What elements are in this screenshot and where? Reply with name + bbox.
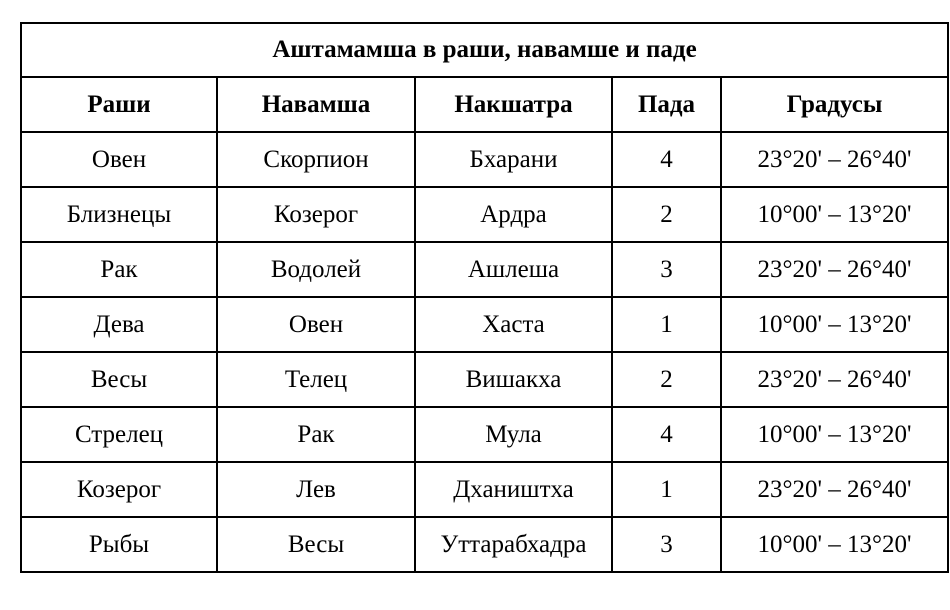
table-row	[21, 352, 948, 407]
cell-navamsha: Лев	[217, 462, 415, 517]
cell-degrees: 10°00' – 13°20'	[721, 187, 948, 242]
header-pada: Пада	[612, 77, 721, 132]
table-row	[21, 187, 948, 242]
cell-nakshatra: Ашлеша	[415, 242, 612, 297]
cell-nakshatra: Дхаништха	[415, 462, 612, 517]
table-title: Аштамамша в раши, навамше и паде	[21, 23, 948, 77]
cell-degrees: 10°00' – 13°20'	[721, 297, 948, 352]
cell-navamsha: Скорпион	[217, 132, 415, 187]
ashtamamsha-table	[20, 22, 949, 573]
cell-pada: 4	[612, 132, 721, 187]
header-rashi: Раши	[21, 77, 217, 132]
header-degrees: Градусы	[721, 77, 948, 132]
table-row	[21, 132, 948, 187]
cell-rashi: Козерог	[21, 462, 217, 517]
cell-navamsha: Овен	[217, 297, 415, 352]
cell-rashi: Рак	[21, 242, 217, 297]
cell-rashi: Овен	[21, 132, 217, 187]
cell-degrees: 10°00' – 13°20'	[721, 517, 948, 572]
table-row	[21, 407, 948, 462]
cell-pada: 3	[612, 517, 721, 572]
table-header-row	[21, 77, 948, 132]
cell-degrees: 23°20' – 26°40'	[721, 132, 948, 187]
cell-rashi: Рыбы	[21, 517, 217, 572]
cell-nakshatra: Мула	[415, 407, 612, 462]
cell-navamsha: Козерог	[217, 187, 415, 242]
cell-rashi: Дева	[21, 297, 217, 352]
cell-pada: 2	[612, 187, 721, 242]
cell-pada: 1	[612, 297, 721, 352]
header-nakshatra: Накшатра	[415, 77, 612, 132]
cell-degrees: 23°20' – 26°40'	[721, 462, 948, 517]
cell-navamsha: Рак	[217, 407, 415, 462]
cell-rashi: Весы	[21, 352, 217, 407]
cell-degrees: 23°20' – 26°40'	[721, 352, 948, 407]
table-row	[21, 297, 948, 352]
cell-navamsha: Весы	[217, 517, 415, 572]
cell-degrees: 10°00' – 13°20'	[721, 407, 948, 462]
table-row	[21, 517, 948, 572]
cell-pada: 1	[612, 462, 721, 517]
cell-nakshatra: Бхарани	[415, 132, 612, 187]
cell-nakshatra: Вишакха	[415, 352, 612, 407]
cell-navamsha: Телец	[217, 352, 415, 407]
cell-rashi: Близнецы	[21, 187, 217, 242]
cell-degrees: 23°20' – 26°40'	[721, 242, 948, 297]
cell-nakshatra: Уттарабхадра	[415, 517, 612, 572]
cell-pada: 2	[612, 352, 721, 407]
cell-pada: 4	[612, 407, 721, 462]
table-row	[21, 462, 948, 517]
table-title-row	[21, 23, 948, 77]
cell-navamsha: Водолей	[217, 242, 415, 297]
header-navamsha: Навамша	[217, 77, 415, 132]
cell-pada: 3	[612, 242, 721, 297]
table-row	[21, 242, 948, 297]
cell-nakshatra: Хаста	[415, 297, 612, 352]
cell-nakshatra: Ардра	[415, 187, 612, 242]
cell-rashi: Стрелец	[21, 407, 217, 462]
